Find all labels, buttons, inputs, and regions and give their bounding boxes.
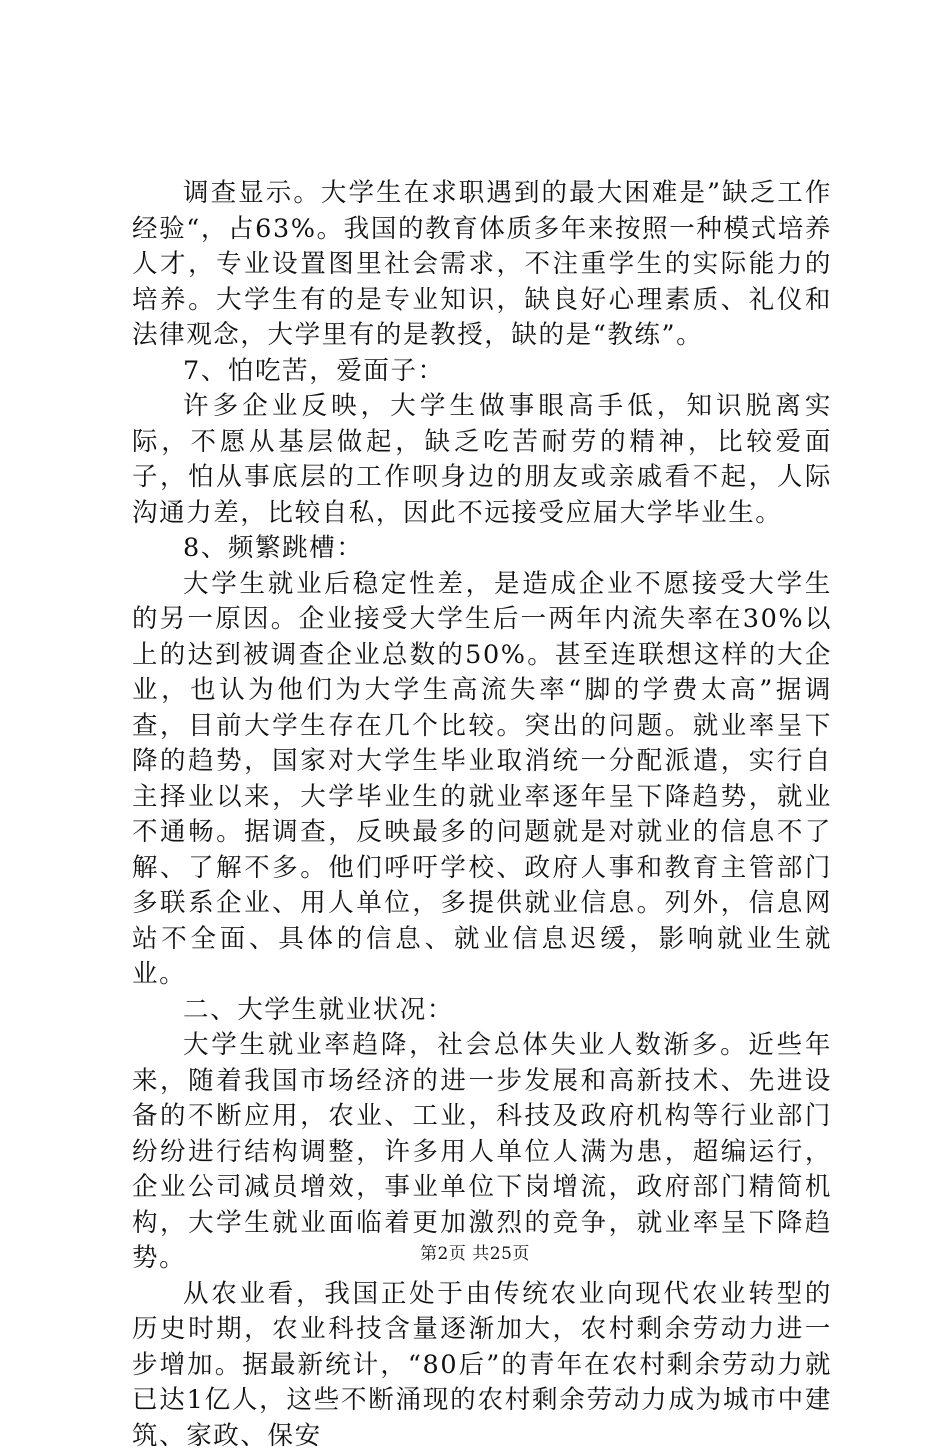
page-number-footer: 第2页 共25页 — [0, 1239, 950, 1264]
paragraph-7: 大学生就业率趋降，社会总体失业人数渐多。近些年来，随着我国市场经济的进一步发展和高新技术、先进设备的不断应用，农业、工业，科技及政府机构等行业部门纷纷进行结构调整，许多用人单位人满为患，超编运行，企业公司减员增效，事业单位下岗增流，政府部门精简机构，大学生就业面临着更加激烈的竞争，就业率呈下降趋势。 — [132, 1028, 832, 1277]
section-heading-2: 二、大学生就业状况： — [132, 993, 832, 1029]
paragraph-3: 许多企业反映，大学生做事眼高手低，知识脱离实际，不愿从基层做起，缺乏吃苦耐劳的精神，比较爱面子，怕从事底层的工作呗身边的朋友或亲戚看不起，人际沟通力差，比较自私，因此不远接受应届大学毕业生。 — [132, 389, 832, 531]
paragraph-5: 大学生就业后稳定性差，是造成企业不愿接受大学生的另一原因。企业接受大学生后一两年内流失率在30%以上的达到被调查企业总数的50%。甚至连联想这样的大企业，也认为他们为大学生高流失率“脚的学费太高”据调查，目前大学生存在几个比较。突出的问题。就业率呈下降的趋势，国家对大学生毕业取消统一分配派遣，实行自主择业以来，大学毕业生的就业率逐年呈下降趋势，就业不通畅。据调查，反映最多的问题就是对就业的信息不了解、了解不多。他们呼吁学校、政府人事和教育主管部门多联系企业、用人单位，多提供就业信息。列外，信息网站不全面、具体的信息、就业信息迟缓，影响就业生就业。 — [132, 567, 832, 993]
paragraph-1: 调查显示。大学生在求职遇到的最大困难是”缺乏工作经验“，占63%。我国的教育体质多年来按照一种模式培养人才，专业设置图里社会需求，不注重学生的实际能力的培养。大学生有的是专业知识，缺良好心理素质、礼仪和法律观念，大学里有的是教授，缺的是“教练”。 — [132, 176, 832, 354]
section-heading-8: 8、频繁跳槽： — [132, 531, 832, 567]
paragraph-8: 从农业看，我国正处于由传统农业向现代农业转型的历史时期，农业科技含量逐渐加大，农村剩余劳动力进一步增加。据最新统计，“80后”的青年在农村剩余劳动力就已达1亿人，这些不断涌现的农村剩余劳动力成为城市中建筑、家政、保安 — [132, 1277, 832, 1454]
section-heading-7: 7、怕吃苦，爱面子： — [132, 354, 832, 390]
